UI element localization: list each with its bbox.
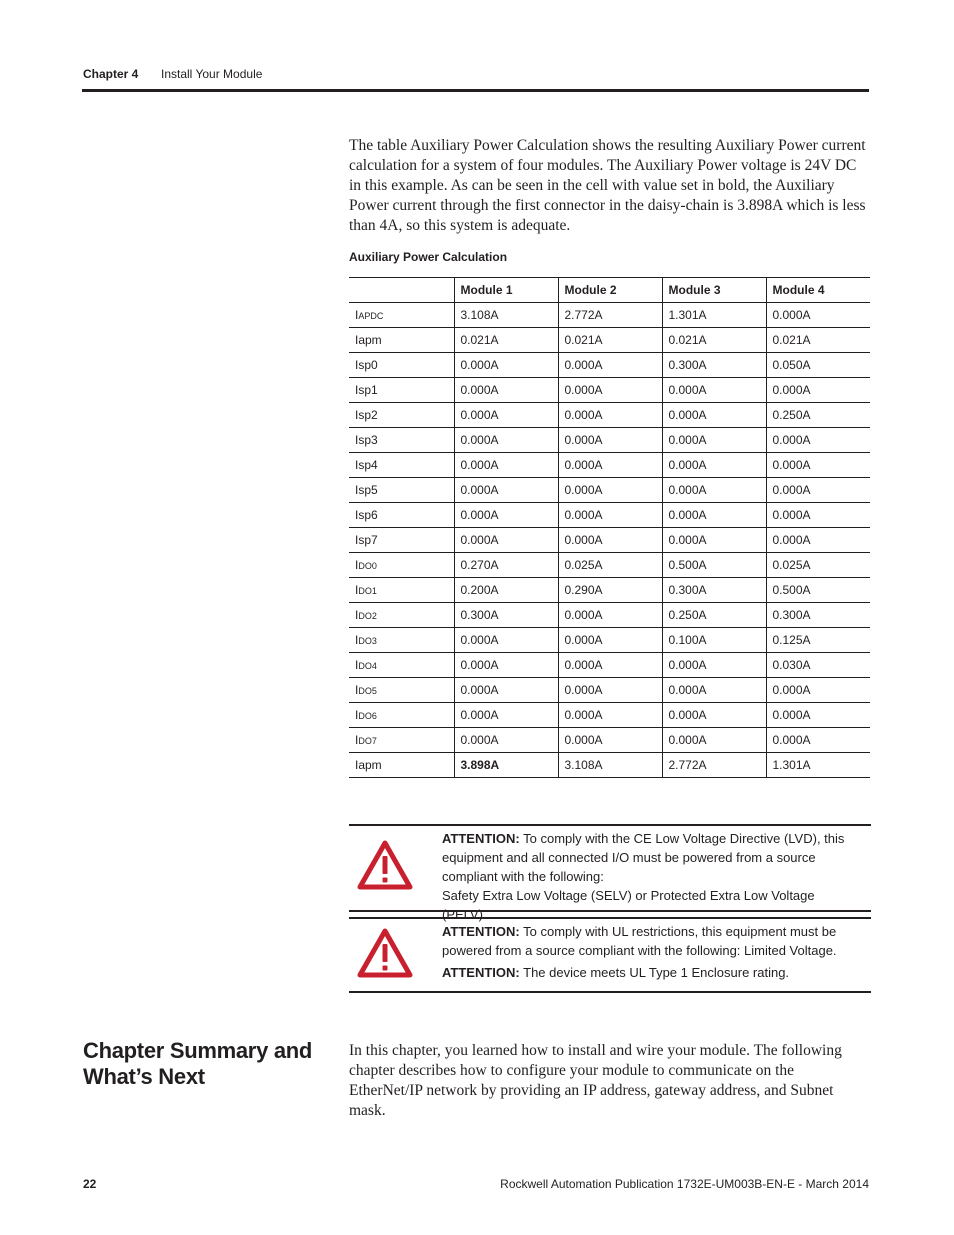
table-cell: 0.270A <box>454 553 558 578</box>
table-header-cell <box>349 278 454 303</box>
attention-label-2: ATTENTION: <box>442 965 520 980</box>
table-cell: 0.000A <box>766 703 870 728</box>
table-row <box>349 528 870 553</box>
table-cell: 0.500A <box>766 578 870 603</box>
table-cell: 3.108A <box>558 753 662 778</box>
row-label-main: I <box>355 733 359 747</box>
table-row <box>349 553 870 578</box>
attention-body-2: Safety Extra Low Voltage (SELV) or Protected Extra Low Voltage (PELV). <box>442 888 815 922</box>
table-cell: 0.000A <box>766 503 870 528</box>
table-row <box>349 578 870 603</box>
header-title: Install Your Module <box>161 67 263 81</box>
table-cell: 0.000A <box>662 678 766 703</box>
table-cell: 0.050A <box>766 353 870 378</box>
table-cell: 0.000A <box>558 653 662 678</box>
table-cell: 0.000A <box>766 303 870 328</box>
row-label-sub: DO0 <box>358 561 377 571</box>
attention-box-ul <box>349 917 871 993</box>
row-label <box>349 353 454 378</box>
row-label-sub: DO5 <box>358 686 377 696</box>
table-row <box>349 303 870 328</box>
table-cell: 0.025A <box>766 553 870 578</box>
table-cell: 0.300A <box>454 603 558 628</box>
attention-body-2: The device meets UL Type 1 Enclosure rating. <box>519 965 790 980</box>
table-cell: 0.000A <box>558 428 662 453</box>
table-cell: 0.000A <box>454 403 558 428</box>
row-label <box>349 453 454 478</box>
row-label <box>349 653 454 678</box>
warning-triangle-icon <box>357 840 413 890</box>
table-cell: 0.021A <box>558 328 662 353</box>
table-cell: 0.000A <box>558 728 662 753</box>
header-rule <box>82 89 869 92</box>
row-label <box>349 553 454 578</box>
row-label-main: Iapm <box>355 758 382 772</box>
table-cell: 0.500A <box>662 553 766 578</box>
table-cell: 3.898A <box>454 753 558 778</box>
table-row <box>349 503 870 528</box>
row-label <box>349 703 454 728</box>
table-cell: 0.000A <box>662 478 766 503</box>
table-cell: 0.000A <box>454 703 558 728</box>
table-cell: 0.000A <box>662 703 766 728</box>
table-cell: 2.772A <box>662 753 766 778</box>
row-label-main: Isp4 <box>355 458 378 472</box>
table-cell: 1.301A <box>766 753 870 778</box>
table-cell: 0.000A <box>766 428 870 453</box>
table-cell: 0.125A <box>766 628 870 653</box>
attention-label: ATTENTION: <box>442 924 520 939</box>
table-cell: 0.000A <box>558 528 662 553</box>
table-cell: 0.000A <box>662 503 766 528</box>
page-number: 22 <box>83 1177 97 1191</box>
table-cell: 0.000A <box>662 378 766 403</box>
table-header-row <box>349 278 870 303</box>
row-label <box>349 403 454 428</box>
table-cell: 0.000A <box>766 678 870 703</box>
table-cell: 0.000A <box>558 678 662 703</box>
table-row <box>349 378 870 403</box>
row-label-main: I <box>355 708 359 722</box>
table-cell: 0.300A <box>766 603 870 628</box>
table-cell: 0.000A <box>662 653 766 678</box>
row-label <box>349 428 454 453</box>
attention-box-lvd <box>349 824 871 922</box>
row-label <box>349 728 454 753</box>
table-row <box>349 603 870 628</box>
row-label-main: I <box>355 633 359 647</box>
table-cell: 0.250A <box>662 603 766 628</box>
table-cell: 0.000A <box>454 503 558 528</box>
row-label <box>349 753 454 778</box>
table-cell: 0.000A <box>558 703 662 728</box>
table-cell: 0.000A <box>454 478 558 503</box>
table-cell: 1.301A <box>662 303 766 328</box>
table-row <box>349 753 870 778</box>
table-cell: 0.000A <box>558 628 662 653</box>
intro-paragraph: The table Auxiliary Power Calculation shows the resulting Auxiliary Power current calculation for a system of four modules. The Auxiliary Power voltage is 24V DC in this example. As can be seen in the cell with value set in bold, the Auxiliary Power current through the first connector in the daisy-chain is 3.898A which is less than 4A, so this system is adequate. <box>349 137 866 234</box>
table-row <box>349 703 870 728</box>
table-cell: 0.000A <box>454 378 558 403</box>
table-row <box>349 653 870 678</box>
table-row <box>349 428 870 453</box>
section-heading: Chapter Summary and What’s Next <box>83 1038 313 1089</box>
row-label <box>349 378 454 403</box>
table-cell: 0.000A <box>558 378 662 403</box>
table-cell: 0.000A <box>766 728 870 753</box>
row-label-sub: DO3 <box>358 636 377 646</box>
table-cell: 0.200A <box>454 578 558 603</box>
table-cell: 0.000A <box>662 453 766 478</box>
row-label-main: I <box>355 683 359 697</box>
row-label <box>349 478 454 503</box>
attention-text-ul <box>442 922 862 982</box>
row-label-main: I <box>355 608 359 622</box>
table-row <box>349 628 870 653</box>
table-cell: 0.300A <box>662 353 766 378</box>
table-cell: 0.000A <box>662 428 766 453</box>
table-cell: 0.000A <box>766 378 870 403</box>
row-label-sub: DO1 <box>358 586 377 596</box>
table-cell: 0.000A <box>454 353 558 378</box>
table-cell: 0.000A <box>558 353 662 378</box>
row-label <box>349 578 454 603</box>
aux-power-table <box>349 277 870 778</box>
table-cell: 0.000A <box>766 528 870 553</box>
attention-body: To comply with UL restrictions, this equipment must be powered from a source compliant with the following: Limited Voltage. <box>442 924 837 958</box>
table-row <box>349 328 870 353</box>
table-cell: 0.000A <box>558 478 662 503</box>
row-label-main: Isp1 <box>355 383 378 397</box>
table-cell: 0.030A <box>766 653 870 678</box>
row-label-main: I <box>355 308 359 322</box>
warning-triangle-icon <box>357 928 413 978</box>
row-label <box>349 503 454 528</box>
table-header-cell: Module 1 <box>454 278 558 303</box>
table-row <box>349 478 870 503</box>
row-label <box>349 303 454 328</box>
table-cell: 0.300A <box>662 578 766 603</box>
table-row <box>349 728 870 753</box>
table-cell: 0.021A <box>454 328 558 353</box>
row-label-main: Isp5 <box>355 483 378 497</box>
table-cell: 0.000A <box>454 528 558 553</box>
row-label-main: I <box>355 658 359 672</box>
table-cell: 0.290A <box>558 578 662 603</box>
table-cell: 0.000A <box>454 678 558 703</box>
row-label-main: Isp0 <box>355 358 378 372</box>
row-label-sub: DO2 <box>358 611 377 621</box>
row-label <box>349 528 454 553</box>
table-cell: 0.000A <box>454 428 558 453</box>
table-caption: Auxiliary Power Calculation <box>349 250 508 264</box>
table-cell: 0.000A <box>662 403 766 428</box>
row-label-sub: APDC <box>358 311 384 321</box>
attention-label: ATTENTION: <box>442 831 520 846</box>
row-label <box>349 603 454 628</box>
table-cell: 0.000A <box>454 628 558 653</box>
row-label-main: Iapm <box>355 333 382 347</box>
attention-text-lvd <box>442 829 862 924</box>
table-cell: 0.000A <box>454 728 558 753</box>
table-cell: 0.250A <box>766 403 870 428</box>
table-row <box>349 678 870 703</box>
row-label <box>349 678 454 703</box>
table-cell: 0.000A <box>454 453 558 478</box>
row-label <box>349 628 454 653</box>
table-row <box>349 403 870 428</box>
header-chapter: Chapter 4 <box>83 67 139 81</box>
table-cell: 0.100A <box>662 628 766 653</box>
table-cell: 0.000A <box>558 453 662 478</box>
row-label-main: Isp3 <box>355 433 378 447</box>
table-cell: 0.000A <box>558 503 662 528</box>
row-label-sub: DO6 <box>358 711 377 721</box>
row-label-sub: DO7 <box>358 736 377 746</box>
row-label-main: I <box>355 558 359 572</box>
summary-paragraph: In this chapter, you learned how to install and wire your module. The following chapter describes how to configure your module to communicate on the EtherNet/IP network by providing an IP address, gateway address, and Subnet mask. <box>349 1042 842 1119</box>
table-row <box>349 353 870 378</box>
table-cell: 3.108A <box>454 303 558 328</box>
table-cell: 0.000A <box>558 603 662 628</box>
table-cell: 0.021A <box>662 328 766 353</box>
attention-body: To comply with the CE Low Voltage Directive (LVD), this equipment and all connected I/O must be powered from a source compliant with the following: <box>442 831 845 884</box>
row-label-main: Isp6 <box>355 508 378 522</box>
table-cell: 0.000A <box>454 653 558 678</box>
table-cell: 0.000A <box>766 478 870 503</box>
row-label-main: I <box>355 583 359 597</box>
table-cell: 2.772A <box>558 303 662 328</box>
table-cell: 0.025A <box>558 553 662 578</box>
footer-publication: Rockwell Automation Publication 1732E-UM003B-EN-E - March 2014 <box>500 1177 869 1191</box>
table-header-cell: Module 3 <box>662 278 766 303</box>
table-cell: 0.000A <box>766 453 870 478</box>
table-header-cell: Module 2 <box>558 278 662 303</box>
table-cell: 0.021A <box>766 328 870 353</box>
table-cell: 0.000A <box>662 728 766 753</box>
row-label-main: Isp7 <box>355 533 378 547</box>
table-cell: 0.000A <box>662 528 766 553</box>
table-cell: 0.000A <box>558 403 662 428</box>
table-body <box>349 303 870 778</box>
row-label-main: Isp2 <box>355 408 378 422</box>
table-header-cell: Module 4 <box>766 278 870 303</box>
row-label-sub: DO4 <box>358 661 377 671</box>
row-label <box>349 328 454 353</box>
table-row <box>349 453 870 478</box>
